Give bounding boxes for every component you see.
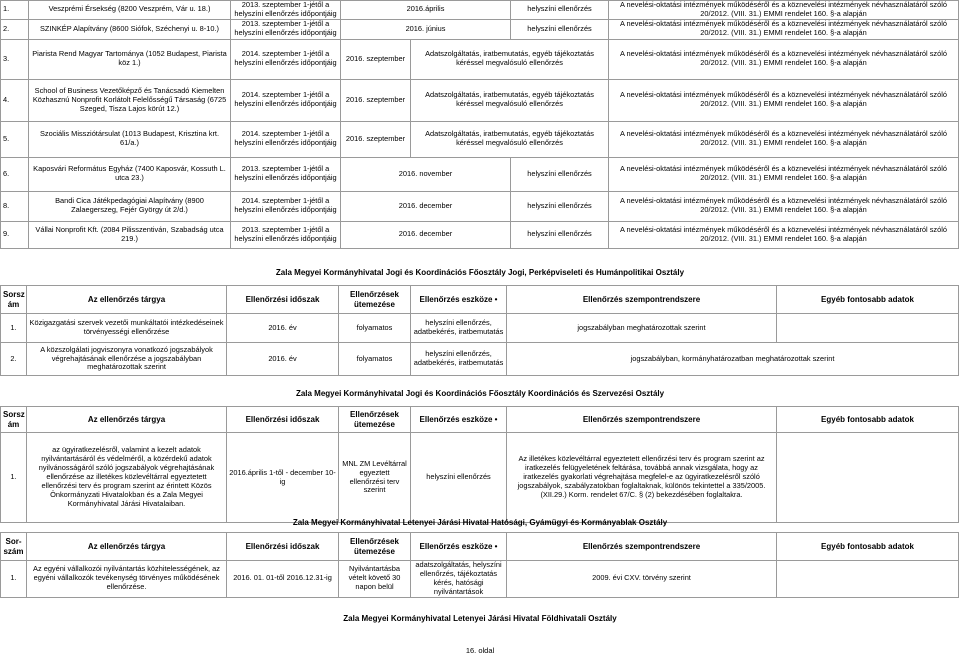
table-row-date: 2016. szeptember (341, 121, 411, 157)
col-header-authority: Ellenőrzés szempontrendszere (507, 533, 777, 561)
table-row-date: 2016. szeptember (341, 39, 411, 79)
col-header-notes: Egyéb fontosabb adatok (777, 407, 959, 433)
table-row-period: 2014. szeptember 1-jétől a helyszíni ellenőrzés időpontjáig (231, 39, 341, 79)
table-row-schedule: folyamatos (339, 343, 411, 376)
table-row-target: Veszprémi Érsekség (8200 Veszprém, Vár u. 18.) (29, 1, 231, 20)
table-row-period: 2016. év (227, 314, 339, 343)
table-row-method: Adatszolgáltatás, iratbemutatás, egyéb tájékoztatás kéréssel megvalósuló ellenőrzés (411, 39, 609, 79)
col-header-schedule: Ellenőrzések ütemezése (339, 286, 411, 314)
table-row-target: SZINKÉP Alapítvány (8600 Siófok, Széchenyi u. 8-10.) (29, 19, 231, 39)
table-row-schedule: folyamatos (339, 314, 411, 343)
table-row-authority: jogszabályban, kormányhatározatban meghatározottak szerint (507, 343, 959, 376)
table-row-target: Bandi Cica Játékpedagógiai Alapítvány (8900 Zalaegerszeg, Fejér György út 2/d.) (29, 191, 231, 221)
table-row-notes (777, 433, 959, 523)
table-row-schedule: MNL ZM Levéltárral egyeztett ellenőrzési terv szerint (339, 433, 411, 523)
table-row-num: 1. (1, 433, 27, 523)
table-row-period: 2016. 01. 01-től 2016.12.31-ig (227, 561, 339, 598)
table-row-method: helyszíni ellenőrzés (511, 1, 609, 20)
table-row-target: Közigazgatási szervek vezetői munkáltatói intézkedéseinek törvényességi ellenőrzése (27, 314, 227, 343)
col-header-notes: Egyéb fontosabb adatok (777, 533, 959, 561)
table-row-target: School of Business Vezetőképző és Tanácsadó Kiemelten Közhasznú Nonprofit Korlátolt Felelősségű Társaság (6725 Szeged, Tisza Lajos körút 12.) (29, 79, 231, 121)
section-title-hatosagi-osztaly: Zala Megyei Kormányhivatal Letenyei Járási Hivatal Hatósági, Gyámügyi és Kormányablak Osztály (292, 518, 668, 527)
page-number: 16. oldal (465, 646, 495, 655)
table-row-basis: A nevelési-oktatási intézmények működéséről és a köznevelési intézmények névhasználatáról szóló 20/2012. (VIII. 31.) EMMI rendelet 160. §-a alapján (609, 79, 959, 121)
table-row-num: 6. (1, 157, 29, 191)
col-header-num: Sorsz ám (1, 286, 27, 314)
col-header-period: Ellenőrzési időszak (227, 533, 339, 561)
table-row-basis: A nevelési-oktatási intézmények működéséről és a köznevelési intézmények névhasználatáról szóló 20/2012. (VIII. 31.) EMMI rendelet 160. §-a alapján (609, 121, 959, 157)
table-row-period: 2014. szeptember 1-jétől a helyszíni ellenőrzés időpontjáig (231, 191, 341, 221)
table-row-date: 2016.április (341, 1, 511, 20)
table-row-target: Vállai Nonprofit Kft. (2084 Pilisszentiván, Szabadság utca 219.) (29, 221, 231, 248)
table-row-notes (777, 561, 959, 598)
table-row-date: 2016. szeptember (341, 79, 411, 121)
table-row-authority: jogszabályban meghatározottak szerint (507, 314, 777, 343)
table-row-num: 2. (1, 19, 29, 39)
section1-table (0, 285, 959, 376)
table-row-period: 2013. szeptember 1-jétől a helyszíni ellenőrzés időpontjáig (231, 157, 341, 191)
table-row-authority: 2009. évi CXV. törvény szerint (507, 561, 777, 598)
table-row-target: Az egyéni vállalkozói nyilvántartás közhitelességének, az egyéni vállalkozók tevékenység törvényes működésének ellenőrzése. (27, 561, 227, 598)
col-header-period: Ellenőrzési időszak (227, 407, 339, 433)
table-row-basis: A nevelési-oktatási intézmények működéséről és a köznevelési intézmények névhasználatáról szóló 20/2012. (VIII. 31.) EMMI rendelet 160. §-a alapján (609, 191, 959, 221)
col-header-target: Az ellenőrzés tárgya (27, 533, 227, 561)
col-header-period: Ellenőrzési időszak (227, 286, 339, 314)
table-row-period: 2013. szeptember 1-jétől a helyszíni ellenőrzés időpontjáig (231, 1, 341, 20)
table-row-basis: A nevelési-oktatási intézmények működéséről és a köznevelési intézmények névhasználatáról szóló 20/2012. (VIII. 31.) EMMI rendelet 160. §-a alapján (609, 157, 959, 191)
table-row-num: 4. (1, 79, 29, 121)
table-row-target: az ügyiratkezelésről, valamint a kezelt adatok nyilvántartásáról és védelméről, a közérdekű adatok nyilvánosságáról szóló jogszabályok végrehajtásának ellenőrzése az illetékes közlevéltárral egyeztetett ellenőrzési terv és program szerint az érintett Közös Önkormányzati Hivatalokban és a Zala Megyei Kormányhivatal Járási Hivatalaiban. (27, 433, 227, 523)
table-row-tools: helyszíni ellenőrzés, adatbekérés, iratbemutatás (411, 343, 507, 376)
section-title-koordinacios-osztaly: Zala Megyei Kormányhivatal Jogi és Koordinációs Főosztály Koordinációs és Szervezési Osztály (295, 389, 665, 398)
table-row-method: helyszíni ellenőrzés (511, 157, 609, 191)
table-row-target: Kaposvári Református Egyház (7400 Kaposvár, Kossuth L. utca 23.) (29, 157, 231, 191)
table-row-tools: adatszolgáltatás, helyszíni ellenőrzés, tájékoztatás kérés, hatósági nyilvántartások (411, 561, 507, 598)
table-row-num: 8. (1, 191, 29, 221)
section-title-jogi-osztaly: Zala Megyei Kormányhivatal Jogi és Koordinációs Főosztály Jogi, Perképviseleti és Humánpolitikai Osztály (275, 268, 685, 277)
col-header-num: Sorsz ám (1, 407, 27, 433)
section3-table (0, 532, 959, 598)
col-header-target: Az ellenőrzés tárgya (27, 407, 227, 433)
table-row-tools: helyszíni ellenőrzés (411, 433, 507, 523)
table-row-date: 2016. november (341, 157, 511, 191)
table-row-method: helyszíni ellenőrzés (511, 19, 609, 39)
table-row-date: 2016. december (341, 191, 511, 221)
table-row-authority: Az illetékes közlevéltárral egyeztetett ellenőrzési terv és program szerint az iratkezelés felügyeletének feltárása, továbbá annak vizsgálata, hogy az iratkezelés gyakorlati végrehajtása megfelel-e az ügyiratkezelésről szóló jogszabályok, szabályzatokban foglaltaknak, különös tekintettel a 335/2005. (XII.29.) Korm. rendelet 67/C. § (2) bekezdésében foglaltakra. (507, 433, 777, 523)
table-row-notes (777, 314, 959, 343)
table-row (1, 1, 959, 20)
table-row-num: 1. (1, 561, 27, 598)
col-header-authority: Ellenőrzés szempontrendszere (507, 407, 777, 433)
section-title-foldhivatali-osztaly: Zala Megyei Kormányhivatal Letenyei Járási Hivatal Földhivatali Osztály (343, 614, 617, 623)
table-row-basis: A nevelési-oktatási intézmények működéséről és a köznevelési intézmények névhasználatáról szóló 20/2012. (VIII. 31.) EMMI rendelet 160. §-a alapján (609, 19, 959, 39)
col-header-num: Sor- szám (1, 533, 27, 561)
col-header-notes: Egyéb fontosabb adatok (777, 286, 959, 314)
col-header-target: Az ellenőrzés tárgya (27, 286, 227, 314)
table-row-period: 2013. szeptember 1-jétől a helyszíni ellenőrzés időpontjáig (231, 221, 341, 248)
table-row-period: 2014. szeptember 1-jétől a helyszíni ellenőrzés időpontjáig (231, 79, 341, 121)
table-row-target: Szociális Missziótársulat (1013 Budapest, Krisztina krt. 61/a.) (29, 121, 231, 157)
table-row-period: 2016. év (227, 343, 339, 376)
table-row (1, 157, 959, 191)
table-row-method: Adatszolgáltatás, iratbemutatás, egyéb tájékoztatás kéréssel megvalósuló ellenőrzés (411, 121, 609, 157)
table-row-date: 2016. június (341, 19, 511, 39)
section2-table (0, 406, 959, 523)
table-row-basis: A nevelési-oktatási intézmények működéséről és a köznevelési intézmények névhasználatáról szóló 20/2012. (VIII. 31.) EMMI rendelet 160. §-a alapján (609, 1, 959, 20)
table-row-method: helyszíni ellenőrzés (511, 221, 609, 248)
table-row (1, 19, 959, 39)
table-row-tools: helyszíni ellenőrzés, adatbekérés, iratbemutatás (411, 314, 507, 343)
table-row-num: 2. (1, 343, 27, 376)
col-header-authority: Ellenőrzés szempontrendszere (507, 286, 777, 314)
table-row-basis: A nevelési-oktatási intézmények működéséről és a köznevelési intézmények névhasználatáról szóló 20/2012. (VIII. 31.) EMMI rendelet 160. §-a alapján (609, 221, 959, 248)
top-inspection-table (0, 0, 959, 249)
table-row-method: Adatszolgáltatás, iratbemutatás, egyéb tájékoztatás kéréssel megvalósuló ellenőrzés (411, 79, 609, 121)
table-row-method: helyszíni ellenőrzés (511, 191, 609, 221)
col-header-tools: Ellenőrzés eszköze • (411, 407, 507, 433)
table-row-num: 5. (1, 121, 29, 157)
table-row (1, 221, 959, 248)
table-row (1, 121, 959, 157)
table-row-period: 2013. szeptember 1-jétől a helyszíni ellenőrzés időpontjáig (231, 19, 341, 39)
table-row-schedule: Nyilvántartásba vételt követő 30 napon belül (339, 561, 411, 598)
col-header-tools: Ellenőrzés eszköze • (411, 286, 507, 314)
col-header-schedule: Ellenőrzések ütemezése (339, 407, 411, 433)
table-row-period: 2016.április 1-től - december 10-ig (227, 433, 339, 523)
table-row-num: 3. (1, 39, 29, 79)
table-row (1, 79, 959, 121)
table-row (1, 191, 959, 221)
col-header-schedule: Ellenőrzések ütemezése (339, 533, 411, 561)
table-row-basis: A nevelési-oktatási intézmények működéséről és a köznevelési intézmények névhasználatáról szóló 20/2012. (VIII. 31.) EMMI rendelet 160. §-a alapján (609, 39, 959, 79)
table-row (1, 39, 959, 79)
table-row-target: A közszolgálati jogviszonyra vonatkozó jogszabályok végrehajtásának ellenőrzése a jogszabályban meghatározottak szerint (27, 343, 227, 376)
table-row-target: Piarista Rend Magyar Tartománya (1052 Budapest, Piarista köz 1.) (29, 39, 231, 79)
col-header-tools: Ellenőrzés eszköze • (411, 533, 507, 561)
table-row-date: 2016. december (341, 221, 511, 248)
table-row-num: 9. (1, 221, 29, 248)
table-row-num: 1. (1, 314, 27, 343)
table-row-num: 1. (1, 1, 29, 20)
table-row-period: 2014. szeptember 1-jétől a helyszíni ellenőrzés időpontjáig (231, 121, 341, 157)
